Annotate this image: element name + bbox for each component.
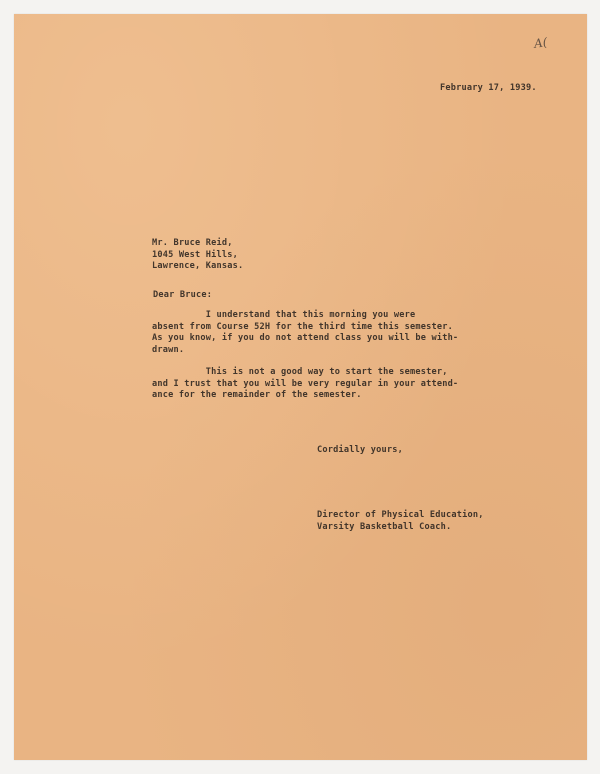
closing: Cordially yours, [317, 445, 403, 455]
signature-title-line: Director of Physical Education, [317, 510, 484, 520]
recipient-line-street: 1045 West Hills, [152, 249, 238, 260]
paragraph-line: absent from Course 52H for the third time this semester. [152, 321, 453, 332]
recipient-line-name: Mr. Bruce Reid, [152, 238, 233, 248]
handwritten-corner-mark: A( [533, 35, 549, 51]
body-paragraph-1 [152, 310, 458, 356]
paragraph-line: and I trust that you will be very regular in your attend- [152, 378, 459, 389]
paragraph-line: I understand that this morning you were [152, 310, 416, 320]
signature-title-line: Varsity Basketball Coach. [317, 521, 452, 532]
paragraph-line: As you know, if you do not attend class you will be with- [152, 333, 459, 343]
signature-block [317, 510, 484, 533]
paragraph-line: This is not a good way to start the semester, [152, 367, 448, 377]
salutation: Dear Bruce: [153, 290, 213, 300]
recipient-line-city: Lawrence, Kansas. [152, 261, 244, 271]
paragraph-line: drawn. [152, 344, 185, 355]
letter-date: February 17, 1939. [440, 83, 537, 93]
paragraph-line: ance for the remainder of the semester. [152, 390, 362, 400]
recipient-address [152, 238, 243, 273]
body-paragraph-2 [152, 367, 458, 402]
